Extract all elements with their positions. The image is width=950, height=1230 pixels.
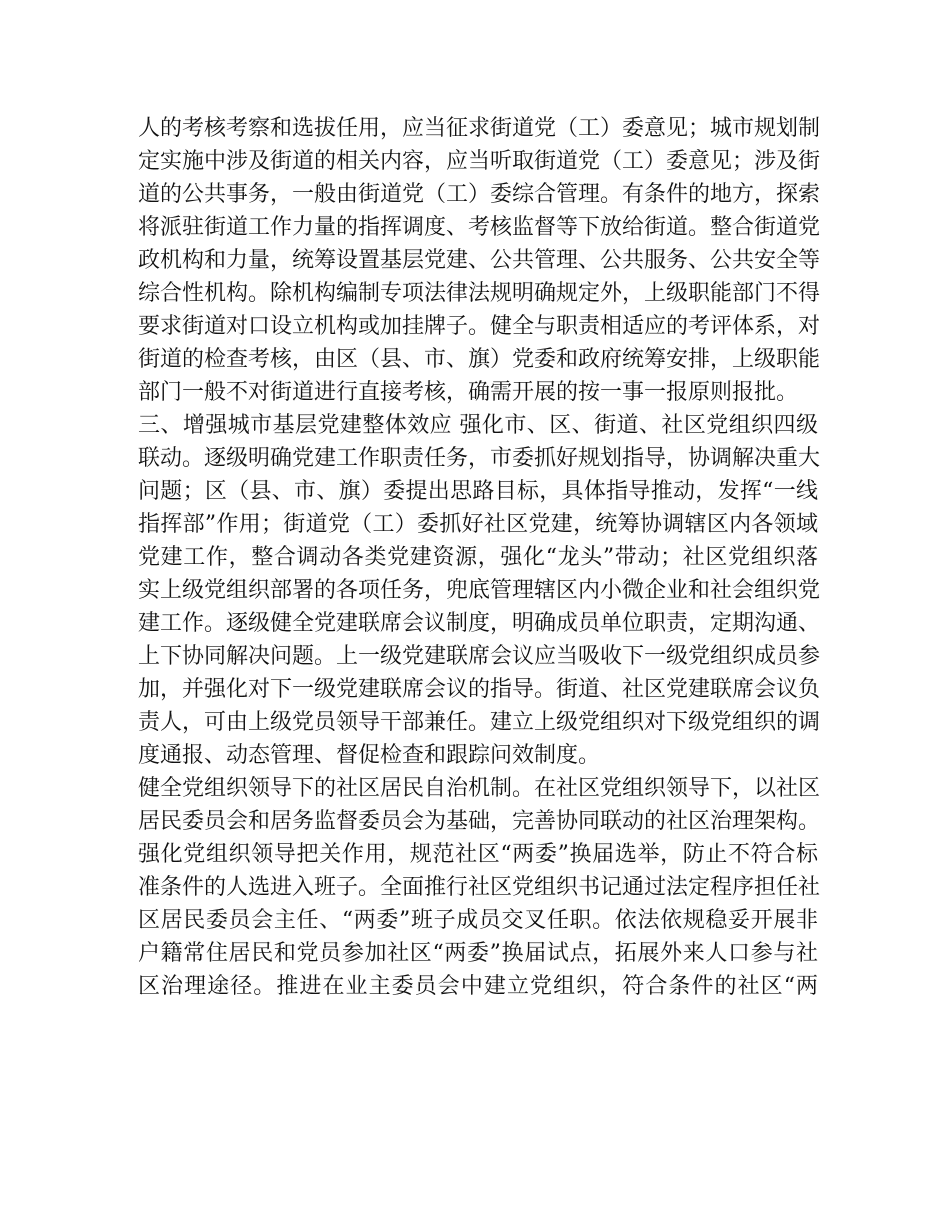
text-line: 联动。逐级明确党建工作职责任务，市委抓好规划指导，协调解决重大 [138,446,821,471]
text-line: 区治理途径。推进在业主委员会中建立党组织，符合条件的社区“两 [138,974,818,999]
text-line: 道的公共事务，一般由街道党（工）委综合管理。有条件的地方，探索 [138,182,821,207]
text-line: 党建工作，整合调动各类党建资源，强化“龙头”带动；社区党组织落 [138,545,818,570]
text-line: 指挥部”作用；街道党（工）委抓好社区党建，统筹协调辖区内各领域 [138,512,818,537]
text-line: 户籍常住居民和党员参加社区“两委”换届试点，拓展外来人口参与社 [138,941,818,966]
text-line: 定实施中涉及街道的相关内容，应当听取街道党（工）委意见；涉及街 [138,149,821,174]
text-line: 居民委员会和居务监督委员会为基础，完善协同联动的社区治理架构。 [138,809,821,834]
text-line: 区居民委员会主任、“两委”班子成员交叉任职。依法依规稳妥开展非 [138,908,818,933]
text-line: 部门一般不对街道进行直接考核，确需开展的按一事一报原则报批。 [138,380,799,405]
text-line: 人的考核考察和选拔任用，应当征求街道党（工）委意见；城市规划制 [138,116,821,141]
section-heading-line: 三、增强城市基层党建整体效应 强化市、区、街道、社区党组织四级 [138,413,818,438]
text-line: 将派驻街道工作力量的指挥调度、考核监督等下放给街道。整合街道党 [138,215,821,240]
text-line: 综合性机构。除机构编制专项法律法规明确规定外，上级职能部门不得 [138,281,821,306]
text-line: 上下协同解决问题。上一级党建联席会议应当吸收下一级党组织成员参 [138,644,821,669]
text-line: 问题；区（县、市、旗）委提出思路目标，具体指导推动，发挥“一线 [138,479,818,504]
text-line: 健全党组织领导下的社区居民自治机制。在社区党组织领导下，以社区 [138,776,821,801]
body-text [138,112,821,1003]
text-line: 政机构和力量，统筹设置基层党建、公共管理、公共服务、公共安全等 [138,248,821,273]
text-line: 准条件的人选进入班子。全面推行社区党组织书记通过法定程序担任社 [138,875,821,900]
text-line: 加，并强化对下一级党建联席会议的指导。街道、社区党建联席会议负 [138,677,821,702]
text-line: 度通报、动态管理、督促检查和跟踪问效制度。 [138,743,601,768]
text-line: 街道的检查考核，由区（县、市、旗）党委和政府统筹安排，上级职能 [138,347,821,372]
text-line: 责人，可由上级党员领导干部兼任。建立上级党组织对下级党组织的调 [138,710,821,735]
text-line: 强化党组织领导把关作用，规范社区“两委”换届选举，防止不符合标 [138,842,818,867]
text-line: 建工作。逐级健全党建联席会议制度，明确成员单位职责，定期沟通、 [138,611,821,636]
text-line: 实上级党组织部署的各项任务，兜底管理辖区内小微企业和社会组织党 [138,578,821,603]
text-line: 要求街道对口设立机构或加挂牌子。健全与职责相适应的考评体系，对 [138,314,821,339]
